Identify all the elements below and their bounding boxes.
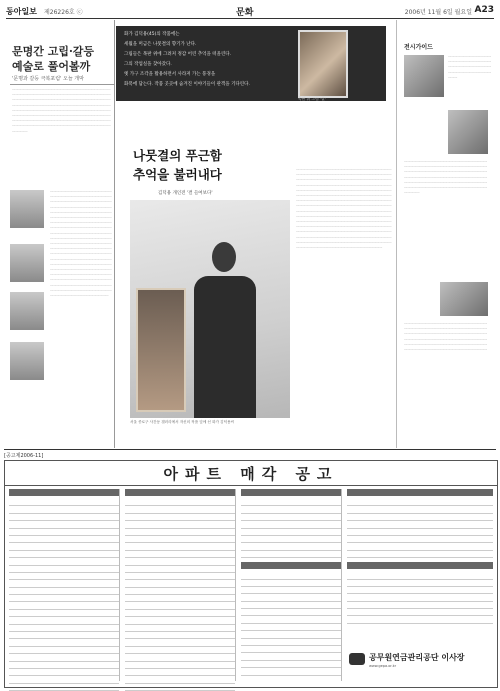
left-headline: 문명간 고립·갈등 예술로 풀어볼까 — [12, 45, 95, 73]
exhibition-guide-title: 전시가이드 — [404, 44, 433, 51]
intro-line: 그림들은 목판 위에 그려져 정감 어린 추억을 떠올린다. — [124, 52, 232, 57]
ad-title: 아파트 매각 공고 — [163, 465, 339, 483]
feature-body-text: ㅡㅡㅡㅡㅡㅡㅡㅡㅡㅡㅡㅡㅡㅡㅡㅡㅡㅡㅡㅡㅡㅡㅡㅡㅡㅡㅡㅡㅡㅡㅡㅡㅡㅡㅡㅡㅡㅡㅡㅡㅡㅡㅡㅡㅡㅡㅡㅡㅡㅡㅡㅡㅡㅡㅡㅡㅡㅡㅡㅡㅡㅡㅡㅡㅡㅡㅡㅡㅡㅡㅡㅡㅡㅡㅡㅡㅡㅡㅡㅡㅡㅡㅡㅡㅡㅡㅡㅡㅡㅡㅡㅡㅡㅡㅡㅡㅡㅡㅡㅡㅡㅡㅡㅡㅡㅡㅡㅡㅡㅡㅡㅡㅡㅡㅡㅡㅡㅡㅡㅡㅡㅡㅡㅡㅡㅡㅡㅡㅡㅡㅡㅡㅡㅡㅡㅡㅡㅡㅡㅡㅡㅡㅡㅡㅡㅡㅡㅡㅡㅡㅡㅡㅡㅡㅡㅡㅡㅡㅡㅡㅡㅡㅡㅡㅡㅡㅡㅡㅡㅡㅡㅡㅡㅡㅡㅡㅡㅡㅡㅡㅡㅡㅡㅡㅡㅡㅡㅡㅡㅡㅡㅡㅡㅡㅡㅡㅡㅡㅡㅡㅡㅡㅡㅡㅡㅡㅡㅡㅡㅡㅡㅡㅡㅡㅡㅡㅡㅡㅡㅡㅡㅡㅡㅡㅡㅡㅡㅡㅡㅡㅡㅡㅡㅡㅡㅡㅡㅡㅡㅡㅡㅡㅡㅡㅡㅡㅡㅡㅡㅡㅡㅡㅡㅡㅡㅡㅡㅡㅡㅡㅡㅡㅡㅡㅡㅡㅡㅡㅡㅡㅡㅡㅡㅡㅡㅡㅡㅡㅡㅡㅡㅡㅡㅡㅡㅡㅡㅡㅡㅡㅡㅡㅡㅡㅡㅡㅡㅡㅡㅡㅡㅡㅡㅡㅡㅡㅡㅡㅡㅡㅡㅡㅡㅡㅡㅡㅡㅡㅡㅡㅡㅡㅡㅡㅡㅡㅡㅡㅡㅡㅡㅡㅡㅡㅡㅡㅡㅡㅡㅡㅡㅡㅡㅡㅡㅡㅡㅡㅡㅡㅡㅡㅡㅡㅡㅡㅡㅡㅡㅡㅡㅡㅡㅡㅡㅡㅡㅡㅡㅡㅡㅡㅡㅡㅡㅡㅡㅡㅡㅡㅡㅡㅡㅡㅡㅡㅡㅡㅡㅡㅡㅡㅡㅡㅡㅡㅡㅡㅡㅡㅡㅡㅡㅡㅡㅡㅡㅡㅡㅡㅡㅡㅡㅡㅡㅡㅡㅡㅡㅡㅡㅡㅡㅡㅡㅡㅡㅡㅡㅡㅡㅡㅡㅡㅡㅡㅡㅡㅡㅡㅡㅡㅡㅡㅡㅡㅡㅡㅡㅡㅡㅡㅡㅡㅡㅡㅡㅡㅡㅡㅡㅡㅡㅡㅡㅡㅡㅡㅡㅡㅡㅡㅡㅡㅡㅡㅡㅡㅡㅡㅡㅡㅡㅡㅡㅡㅡㅡㅡㅡㅡㅡㅡ — [296, 168, 392, 251]
photo-caption: 서울 종로구 사간동 갤러리에서 자신의 작품 앞에 선 화가 김덕용씨 — [130, 420, 235, 424]
ad-table-column — [125, 489, 236, 681]
column-divider — [114, 20, 115, 448]
organization-logo-icon — [349, 653, 365, 665]
feature-title: 나뭇결의 푸근함 추억을 불러내다 — [133, 148, 222, 182]
exhibition-text: ㅡㅡㅡㅡㅡㅡㅡㅡㅡㅡㅡㅡㅡㅡㅡㅡㅡㅡㅡㅡㅡㅡㅡㅡㅡㅡㅡㅡㅡㅡㅡㅡㅡㅡㅡㅡㅡㅡㅡㅡㅡㅡㅡㅡㅡㅡㅡㅡㅡㅡㅡㅡㅡㅡㅡㅡㅡㅡㅡㅡㅡㅡㅡㅡㅡㅡㅡㅡㅡㅡㅡㅡㅡㅡㅡㅡㅡㅡㅡㅡㅡㅡㅡㅡㅡㅡㅡㅡㅡㅡㅡㅡㅡㅡㅡㅡㅡㅡㅡㅡㅡㅡㅡㅡㅡㅡㅡㅡㅡㅡㅡㅡㅡㅡㅡㅡㅡㅡㅡㅡㅡㅡㅡㅡㅡㅡㅡㅡㅡㅡㅡㅡㅡㅡㅡㅡㅡㅡㅡㅡㅡㅡㅡㅡㅡㅡㅡㅡㅡㅡㅡㅡㅡㅡㅡㅡㅡㅡㅡㅡㅡㅡㅡㅡㅡㅡㅡ — [404, 160, 488, 196]
intro-line: 세월을 머금은 나뭇결의 향기가 난다. — [124, 42, 197, 47]
exhibition-image — [440, 282, 488, 316]
organization-website: www.gepa.or.kr — [369, 664, 397, 668]
page-header — [6, 4, 494, 19]
ad-notice-number: [공고제2006-11] — [4, 453, 44, 459]
ad-table-column — [347, 489, 493, 639]
ad-table-column — [241, 489, 342, 681]
intro-line: 화폭에 담는다. 작품 곳곳에 숨겨진 이야기들이 관객을 기다린다. — [124, 82, 250, 87]
section-name: 문화 — [236, 8, 254, 18]
artwork-image — [298, 30, 348, 98]
exhibition-image — [404, 55, 444, 97]
apartment-sale-notice — [4, 460, 498, 688]
paper-logo: 동아일보 — [6, 6, 37, 16]
portrait-photo — [10, 292, 44, 330]
exhibition-text: ㅡㅡㅡㅡㅡㅡㅡㅡㅡㅡㅡㅡㅡㅡㅡㅡㅡㅡㅡㅡㅡㅡㅡㅡㅡㅡㅡㅡㅡㅡㅡㅡㅡㅡㅡㅡㅡㅡㅡㅡㅡㅡㅡㅡㅡㅡㅡㅡㅡㅡㅡㅡㅡㅡㅡㅡㅡㅡㅡㅡㅡㅡㅡㅡㅡㅡㅡㅡㅡㅡㅡㅡㅡㅡㅡㅡㅡㅡㅡㅡㅡㅡㅡㅡㅡㅡㅡㅡㅡㅡㅡㅡㅡㅡㅡㅡㅡㅡㅡㅡㅡㅡㅡㅡㅡㅡㅡㅡㅡㅡㅡㅡㅡㅡㅡㅡㅡㅡㅡㅡㅡㅡㅡㅡㅡㅡㅡㅡㅡㅡㅡㅡㅡㅡㅡㅡㅡㅡㅡㅡㅡㅡㅡㅡㅡㅡㅡㅡㅡㅡㅡㅡㅡㅡㅡㅡㅡㅡㅡㅡㅡㅡ — [404, 322, 488, 353]
issue-date: 2006년 11월 6일 월요일 — [404, 9, 472, 16]
intro-line: 옛 가구 조각을 활용하면서 사라져 가는 풍경을 — [124, 72, 216, 77]
organization-name: 공무원연금관리공단 이사장 — [369, 652, 465, 662]
feature-subtitle: 김덕용 개인전 '결 들여보다' — [158, 191, 213, 196]
intro-line: 화가 김덕용(45)의 작품에는 — [124, 32, 180, 37]
artist-head — [212, 242, 236, 272]
portrait-photo — [10, 244, 44, 282]
portrait-photo — [10, 190, 44, 228]
intro-line: 그의 작업실을 찾아갔다. — [124, 62, 172, 67]
ad-sponsor — [345, 649, 491, 675]
issue-number: 제26226호 ⓒ — [44, 9, 83, 16]
ad-table-column — [9, 489, 120, 681]
left-subhead: '문명과 갈등 극복포럼' 오늘 개막 — [12, 76, 84, 82]
exhibition-text: ㅡㅡㅡㅡㅡㅡㅡㅡㅡㅡㅡㅡㅡㅡㅡㅡㅡㅡㅡㅡㅡㅡㅡㅡㅡㅡㅡㅡㅡㅡㅡㅡㅡㅡㅡㅡㅡㅡㅡㅡㅡㅡㅡㅡㅡㅡㅡㅡㅡㅡㅡㅡㅡㅡㅡㅡㅡㅡㅡ — [448, 55, 492, 80]
painting-in-photo — [136, 288, 186, 412]
artist-figure — [194, 276, 256, 418]
divider — [5, 485, 497, 486]
exhibition-image — [448, 110, 488, 154]
left-body-text: ㅡㅡㅡㅡㅡㅡㅡㅡㅡㅡㅡㅡㅡㅡㅡㅡㅡㅡㅡㅡㅡㅡㅡㅡㅡㅡㅡㅡㅡㅡㅡㅡㅡㅡㅡㅡㅡㅡㅡㅡㅡㅡㅡㅡㅡㅡㅡㅡㅡㅡㅡㅡㅡㅡㅡㅡㅡㅡㅡㅡㅡㅡㅡㅡㅡㅡㅡㅡㅡㅡㅡㅡㅡㅡㅡㅡㅡㅡㅡㅡㅡㅡㅡㅡㅡㅡㅡㅡㅡㅡㅡㅡㅡㅡㅡㅡㅡㅡㅡㅡㅡㅡㅡㅡㅡㅡㅡㅡㅡㅡㅡㅡㅡㅡㅡㅡㅡㅡㅡㅡㅡㅡㅡㅡㅡㅡㅡㅡㅡㅡㅡㅡㅡㅡㅡㅡㅡㅡㅡㅡㅡㅡㅡㅡㅡㅡㅡㅡㅡㅡㅡㅡㅡㅡㅡㅡㅡㅡㅡㅡㅡㅡㅡㅡㅡㅡㅡㅡㅡㅡㅡㅡㅡㅡㅡㅡㅡㅡㅡㅡㅡㅡㅡㅡㅡㅡㅡㅡㅡㅡㅡㅡㅡㅡㅡㅡㅡㅡㅡㅡㅡㅡㅡㅡㅡㅡㅡㅡㅡㅡㅡㅡㅡㅡㅡㅡㅡㅡㅡㅡㅡㅡㅡㅡㅡㅡㅡㅡㅡㅡㅡㅡㅡㅡㅡㅡㅡㅡㅡㅡㅡㅡㅡㅡㅡㅡㅡㅡㅡㅡㅡㅡㅡㅡㅡㅡㅡㅡㅡㅡㅡㅡㅡㅡㅡㅡㅡㅡㅡㅡㅡㅡㅡㅡㅡㅡㅡㅡㅡㅡㅡㅡㅡㅡㅡㅡㅡㅡㅡㅡㅡㅡㅡㅡㅡㅡㅡㅡㅡㅡㅡㅡㅡㅡㅡㅡㅡㅡㅡㅡㅡㅡㅡㅡㅡㅡㅡㅡㅡㅡㅡㅡㅡㅡㅡㅡㅡㅡㅡㅡㅡㅡㅡㅡㅡㅡㅡㅡㅡㅡㅡㅡㅡㅡㅡㅡㅡㅡㅡㅡㅡㅡㅡㅡㅡㅡㅡㅡㅡㅡㅡㅡㅡㅡㅡㅡㅡㅡㅡㅡㅡㅡㅡㅡㅡㅡㅡㅡㅡㅡㅡㅡㅡㅡㅡㅡㅡㅡㅡㅡㅡㅡㅡㅡㅡㅡㅡㅡㅡㅡㅡㅡㅡㅡㅡㅡㅡㅡㅡㅡㅡㅡㅡㅡㅡㅡㅡㅡㅡ — [50, 190, 112, 299]
left-body-text: ㅡㅡㅡㅡㅡㅡㅡㅡㅡㅡㅡㅡㅡㅡㅡㅡㅡㅡㅡㅡㅡㅡㅡㅡㅡㅡㅡㅡㅡㅡㅡㅡㅡㅡㅡㅡㅡㅡㅡㅡㅡㅡㅡㅡㅡㅡㅡㅡㅡㅡㅡㅡㅡㅡㅡㅡㅡㅡㅡㅡㅡㅡㅡㅡㅡㅡㅡㅡㅡㅡㅡㅡㅡㅡㅡㅡㅡㅡㅡㅡㅡㅡㅡㅡㅡㅡㅡㅡㅡㅡㅡㅡㅡㅡㅡㅡㅡㅡㅡㅡㅡㅡㅡㅡㅡㅡㅡㅡㅡㅡㅡㅡㅡㅡㅡㅡㅡㅡㅡㅡㅡㅡㅡㅡㅡㅡㅡㅡㅡㅡㅡㅡㅡㅡㅡㅡㅡㅡㅡㅡㅡㅡㅡㅡㅡㅡㅡㅡㅡㅡㅡㅡㅡㅡㅡㅡㅡㅡㅡㅡㅡㅡㅡㅡㅡㅡㅡㅡㅡㅡㅡㅡㅡㅡㅡㅡㅡㅡㅡㅡㅡㅡㅡㅡㅡㅡㅡㅡㅡㅡㅡㅡㅡㅡㅡㅡㅡㅡㅡㅡㅡㅡㅡㅡㅡㅡㅡㅡㅡㅡㅡㅡㅡㅡㅡㅡㅡㅡㅡㅡㅡㅡㅡㅡㅡㅡㅡㅡㅡㅡㅡㅡㅡㅡㅡㅡㅡㅡㅡㅡㅡㅡㅡㅡㅡㅡㅡㅡㅡㅡㅡㅡㅡㅡㅡㅡㅡㅡㅡㅡㅡ — [12, 88, 111, 134]
portrait-photo — [10, 342, 44, 380]
section-divider — [4, 449, 496, 450]
divider — [10, 84, 114, 85]
artwork-caption: 목판 위 그림 '결' — [298, 96, 326, 101]
page-number: A23 — [474, 5, 494, 15]
artist-photo — [130, 200, 290, 418]
